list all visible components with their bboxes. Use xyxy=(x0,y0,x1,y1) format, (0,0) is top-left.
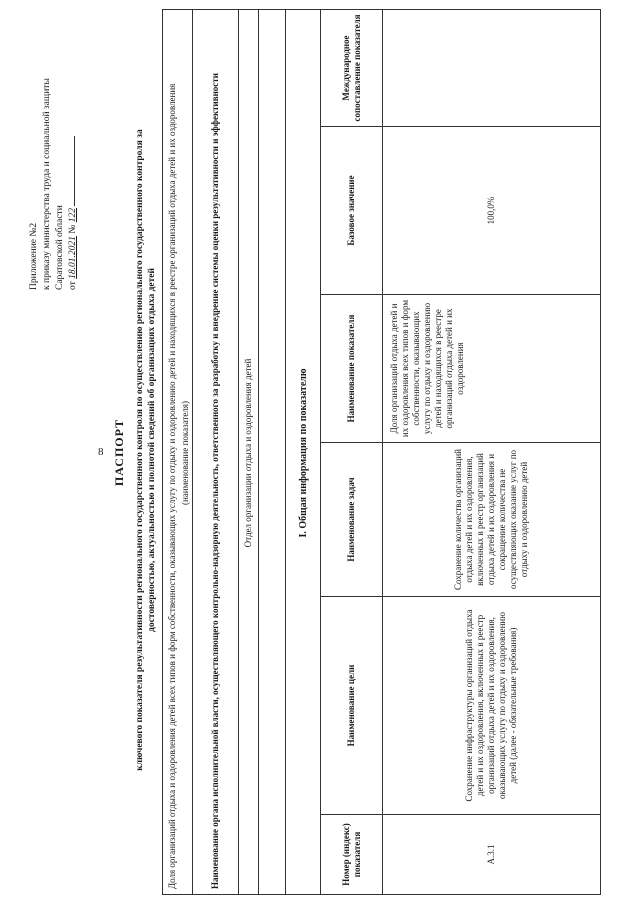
subtitle-line-1: ключевого показателя результативности регионального государственного контроля по осуществлению регионального государственного контроля за xyxy=(135,129,145,771)
authority-label: Наименование органа исполнительной власти, осуществляющего контрольно-надзорную деятельность, ответственного за разработку и внедрение системы оценки результативности и эффективности xyxy=(209,73,220,889)
date-prefix: от xyxy=(68,281,78,290)
row-number: А.3.1 xyxy=(486,844,496,865)
page-number: 8 xyxy=(98,446,104,458)
header-international: Международное сопоставление показателя xyxy=(340,14,362,122)
row-tasks: Сохранение количества организаций отдыха детей и их оздоровления, включенных в реестр организаций отдыха детей и их оздоровления и сокращение количества не осуществляющих оказание услуг по отдыху и оздоровлению детей xyxy=(453,449,529,590)
header-number: Номер (индекс) показателя xyxy=(340,823,362,886)
row-indicator: Доля организаций отдыха детей и их оздоровления всех типов и форм собственности, оказывающих услугу по отдыху и оздоровлению детей и находящихся в реестре организаций отдыха детей и их оздоровления xyxy=(389,299,465,438)
document-title: ПАСПОРТ xyxy=(112,418,126,487)
date-value: 18.01.2021 xyxy=(68,236,78,279)
authority-value: Отдел организации отдыха и оздоровления детей xyxy=(243,358,253,548)
row-base-value: 100,0% xyxy=(486,196,496,225)
section-title: I. Общая информация по показателю xyxy=(297,368,309,538)
header-tasks: Наименование задач xyxy=(346,477,356,562)
header-indicator: Наименование показателя xyxy=(346,314,356,423)
number-prefix: № xyxy=(68,224,78,234)
appendix-line-1: Приложение №2 xyxy=(29,222,39,290)
indicator-name: Доля организаций отдыха и оздоровления детей всех типов и форм собственности, оказывающих услугу по отдыху и оздоровлению детей и находящихся в реестре организаций отдыха детей и их оздоровления xyxy=(166,83,177,889)
indicator-caption: (наименование показателя) xyxy=(179,400,190,506)
appendix-line-3: Саратовской области xyxy=(55,205,65,290)
header-goal: Наименование цели xyxy=(346,664,356,747)
appendix-line-2: к приказу министерства труда и социальной защиты xyxy=(42,78,52,290)
row-international xyxy=(383,10,600,126)
number-value: 122 xyxy=(68,208,78,223)
header-base-value: Базовое значение xyxy=(346,175,356,246)
row-goal: Сохранение инфраструктуры организаций отдыха детей и их оздоровления, включенных в реестр организаций отдыха детей и их оздоровления, оказывающих услугу по отдыху и оздоровлению детей (далее - обязательные требования) xyxy=(464,609,518,802)
subtitle-line-2: достоверностью, актуальностью и полнотой сведений об организациях отдыха детей xyxy=(147,268,157,632)
